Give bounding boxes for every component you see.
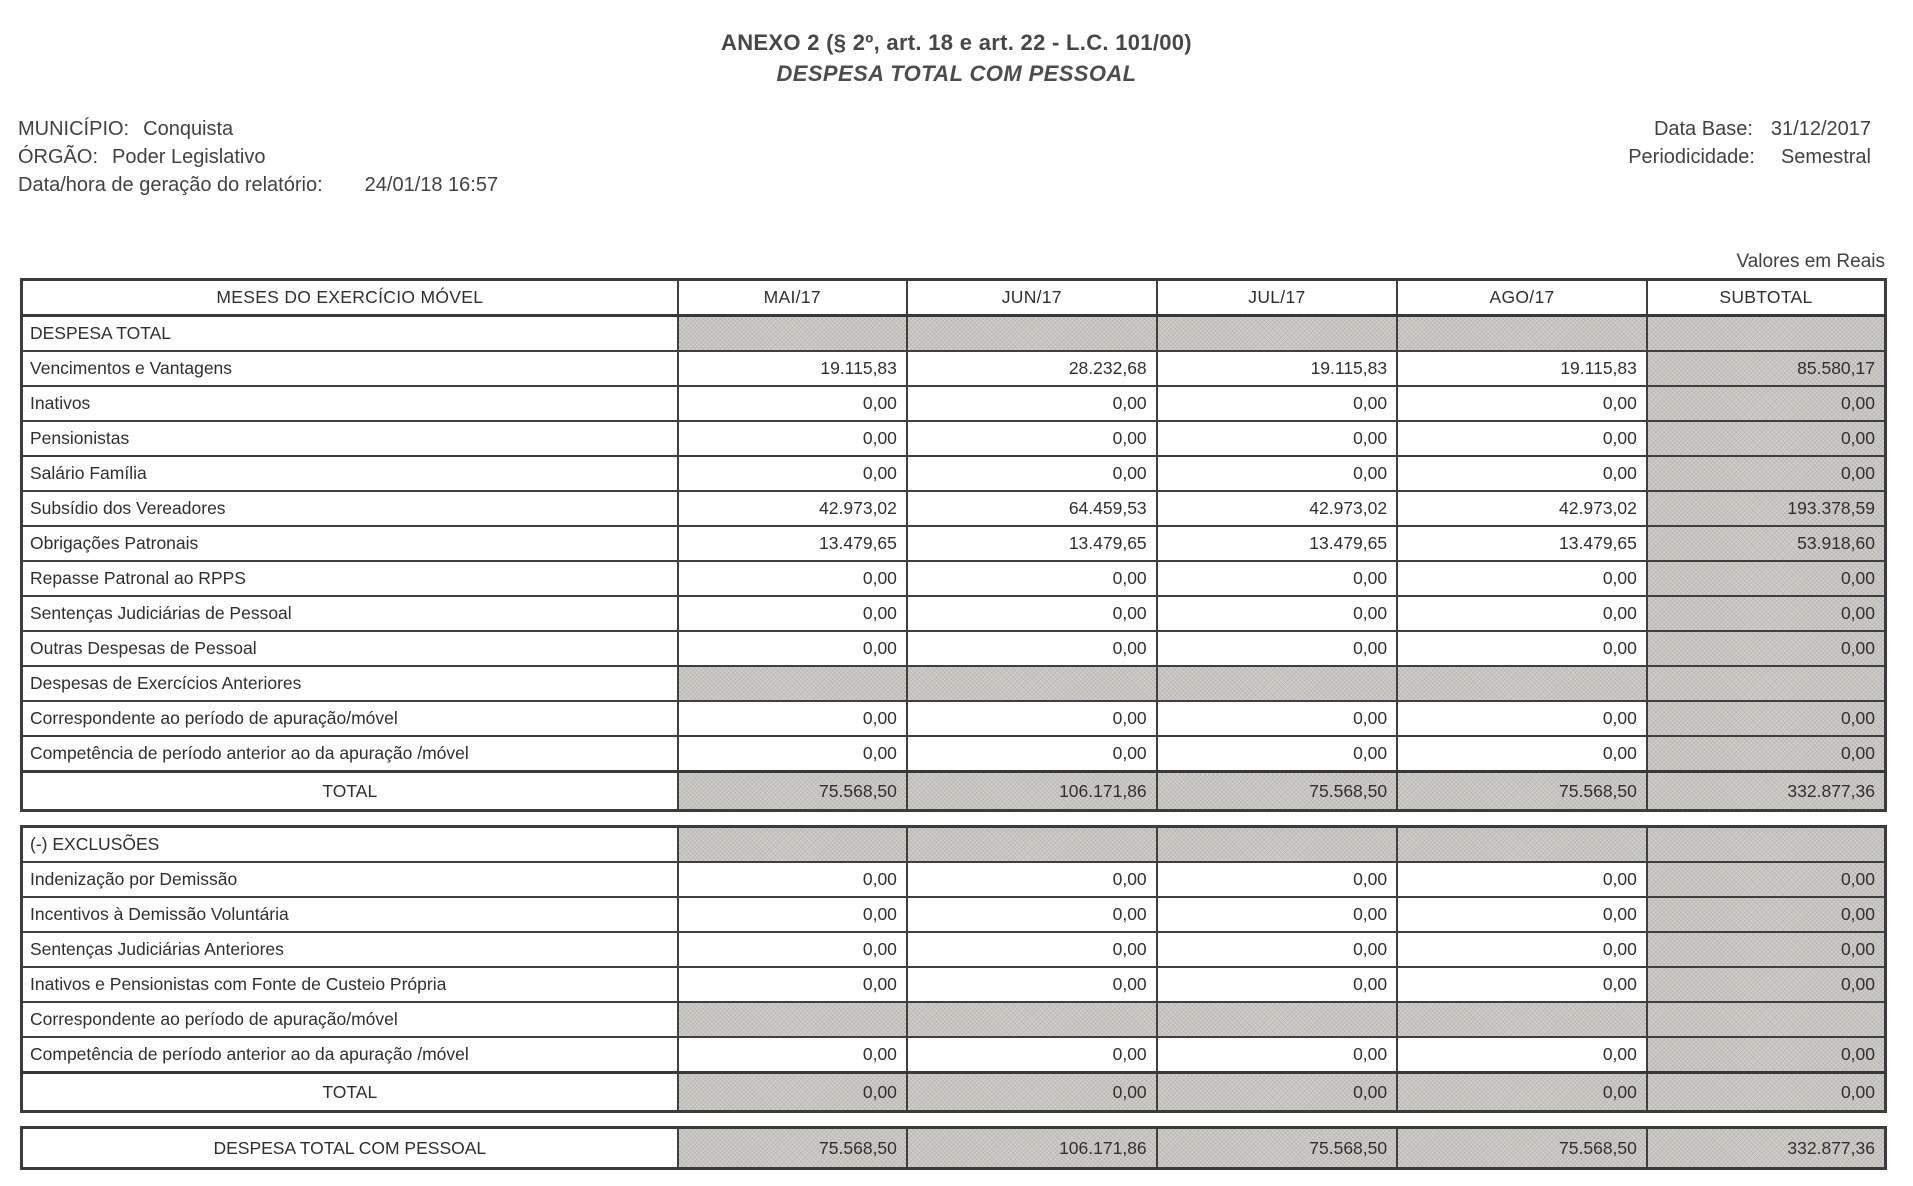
value-cell: 0,00 xyxy=(678,967,907,1002)
value-cell: 0,00 xyxy=(907,631,1157,666)
value-cell: 13.479,65 xyxy=(1157,526,1397,561)
column-header: JUN/17 xyxy=(907,280,1157,316)
table-row xyxy=(22,967,1886,1002)
value-cell: 28.232,68 xyxy=(907,351,1157,386)
value-cell: 75.568,50 xyxy=(1397,772,1647,811)
empty-shaded-cell xyxy=(1157,316,1397,352)
value-cell: 0,00 xyxy=(1157,897,1397,932)
empty-shaded-cell xyxy=(1647,827,1886,863)
value-cell: 0,00 xyxy=(1157,1037,1397,1073)
value-cell: 75.568,50 xyxy=(678,772,907,811)
value-cell: 0,00 xyxy=(1157,701,1397,736)
table-row xyxy=(22,897,1886,932)
geracao-label: Data/hora de geração do relatório: xyxy=(18,174,323,196)
value-cell: 0,00 xyxy=(678,1037,907,1073)
empty-shaded-cell xyxy=(678,827,907,863)
value-cell: 0,00 xyxy=(1647,456,1886,491)
report-info-right xyxy=(1628,115,1871,171)
row-label: Salário Família xyxy=(22,456,678,491)
value-cell: 0,00 xyxy=(907,701,1157,736)
value-cell: 0,00 xyxy=(1397,456,1647,491)
table-row xyxy=(22,862,1886,897)
row-label: Incentivos à Demissão Voluntária xyxy=(22,897,678,932)
table-row xyxy=(22,666,1886,701)
value-cell: 0,00 xyxy=(1647,932,1886,967)
table-row xyxy=(22,1002,1886,1037)
value-cell: 0,00 xyxy=(1157,421,1397,456)
empty-shaded-cell xyxy=(1157,827,1397,863)
value-cell: 0,00 xyxy=(1647,736,1886,772)
empty-shaded-cell xyxy=(1647,1002,1886,1037)
table-row xyxy=(22,1073,1886,1112)
value-cell: 0,00 xyxy=(907,1073,1157,1112)
row-label: Sentenças Judiciárias Anteriores xyxy=(22,932,678,967)
empty-shaded-cell xyxy=(907,666,1157,701)
value-cell: 0,00 xyxy=(1397,897,1647,932)
column-header: JUL/17 xyxy=(1157,280,1397,316)
row-label: DESPESA TOTAL xyxy=(22,316,678,352)
value-cell: 19.115,83 xyxy=(1157,351,1397,386)
table-row xyxy=(22,421,1886,456)
value-cell: 0,00 xyxy=(1397,561,1647,596)
value-cell: 0,00 xyxy=(1647,1073,1886,1112)
municipio-value: Conquista xyxy=(143,118,234,140)
empty-shaded-cell xyxy=(907,1002,1157,1037)
value-cell: 0,00 xyxy=(678,862,907,897)
value-cell: 42.973,02 xyxy=(1397,491,1647,526)
value-cell: 0,00 xyxy=(1647,701,1886,736)
value-cell: 0,00 xyxy=(907,596,1157,631)
column-header: MESES DO EXERCÍCIO MÓVEL xyxy=(22,280,678,316)
value-cell: 75.568,50 xyxy=(1157,772,1397,811)
orgao-line xyxy=(18,143,498,171)
table-row xyxy=(22,491,1886,526)
value-cell: 0,00 xyxy=(1397,386,1647,421)
periodicidade-label: Periodicidade: xyxy=(1628,146,1755,168)
row-label: Indenização por Demissão xyxy=(22,862,678,897)
value-cell: 0,00 xyxy=(1647,631,1886,666)
value-cell: 0,00 xyxy=(907,862,1157,897)
empty-shaded-cell xyxy=(678,666,907,701)
value-cell: 0,00 xyxy=(1157,736,1397,772)
value-cell: 0,00 xyxy=(1157,862,1397,897)
value-cell: 75.568,50 xyxy=(1157,1128,1397,1169)
table-row xyxy=(22,526,1886,561)
table-row xyxy=(22,736,1886,772)
row-label: TOTAL xyxy=(22,1073,678,1112)
value-cell: 0,00 xyxy=(1157,967,1397,1002)
value-cell: 0,00 xyxy=(907,421,1157,456)
geracao-value: 24/01/18 16:57 xyxy=(364,174,499,196)
value-cell: 19.115,83 xyxy=(678,351,907,386)
value-cell: 0,00 xyxy=(1397,596,1647,631)
report-header xyxy=(0,0,1913,87)
periodicidade-line xyxy=(1628,143,1871,171)
empty-shaded-cell xyxy=(1397,1002,1647,1037)
database-value: 31/12/2017 xyxy=(1770,118,1871,140)
value-cell: 0,00 xyxy=(1397,967,1647,1002)
row-label: Competência de período anterior ao da apuração /móvel xyxy=(22,736,678,772)
value-cell: 0,00 xyxy=(1397,1037,1647,1073)
empty-shaded-cell xyxy=(907,827,1157,863)
table-row xyxy=(22,456,1886,491)
row-label: Vencimentos e Vantagens xyxy=(22,351,678,386)
value-cell: 0,00 xyxy=(678,897,907,932)
value-cell: 193.378,59 xyxy=(1647,491,1886,526)
value-cell: 13.479,65 xyxy=(907,526,1157,561)
empty-shaded-cell xyxy=(907,316,1157,352)
report-info xyxy=(0,115,1913,205)
empty-shaded-cell xyxy=(1397,316,1647,352)
database-label: Data Base: xyxy=(1653,118,1753,140)
header-row xyxy=(22,280,1886,316)
value-cell: 0,00 xyxy=(678,421,907,456)
value-cell: 0,00 xyxy=(1157,596,1397,631)
row-label: Repasse Patronal ao RPPS xyxy=(22,561,678,596)
row-label: Correspondente ao período de apuração/móvel xyxy=(22,701,678,736)
row-label: Correspondente ao período de apuração/móvel xyxy=(22,1002,678,1037)
value-cell: 0,00 xyxy=(1397,1073,1647,1112)
value-cell: 0,00 xyxy=(907,386,1157,421)
value-cell: 0,00 xyxy=(678,701,907,736)
row-label: Outras Despesas de Pessoal xyxy=(22,631,678,666)
value-cell: 106.171,86 xyxy=(907,1128,1157,1169)
value-cell: 106.171,86 xyxy=(907,772,1157,811)
column-header: AGO/17 xyxy=(1397,280,1647,316)
value-cell: 0,00 xyxy=(1647,386,1886,421)
value-cell: 0,00 xyxy=(1397,701,1647,736)
empty-shaded-cell xyxy=(1157,1002,1397,1037)
value-cell: 0,00 xyxy=(907,1037,1157,1073)
row-label: Despesas de Exercícios Anteriores xyxy=(22,666,678,701)
value-cell: 0,00 xyxy=(907,897,1157,932)
periodicidade-value: Semestral xyxy=(1780,146,1871,168)
value-cell: 0,00 xyxy=(1647,561,1886,596)
table-row xyxy=(22,772,1886,811)
value-cell: 0,00 xyxy=(1647,897,1886,932)
expense-table xyxy=(20,278,1887,1170)
empty-shaded-cell xyxy=(1647,316,1886,352)
table-row xyxy=(22,1037,1886,1073)
value-cell: 0,00 xyxy=(678,596,907,631)
value-cell: 0,00 xyxy=(1157,386,1397,421)
value-cell: 13.479,65 xyxy=(1397,526,1647,561)
value-cell: 64.459,53 xyxy=(907,491,1157,526)
database-line xyxy=(1628,115,1871,143)
value-cell: 85.580,17 xyxy=(1647,351,1886,386)
value-cell: 0,00 xyxy=(1157,932,1397,967)
row-label: Sentenças Judiciárias de Pessoal xyxy=(22,596,678,631)
value-cell: 0,00 xyxy=(1397,932,1647,967)
table-row xyxy=(22,386,1886,421)
value-cell: 0,00 xyxy=(907,967,1157,1002)
geracao-line xyxy=(18,171,498,199)
column-header: SUBTOTAL xyxy=(1647,280,1886,316)
municipio-line xyxy=(18,115,498,143)
table-row xyxy=(22,932,1886,967)
row-label: Obrigações Patronais xyxy=(22,526,678,561)
orgao-label: ÓRGÃO: xyxy=(18,146,99,168)
value-cell: 75.568,50 xyxy=(678,1128,907,1169)
row-label: Inativos e Pensionistas com Fonte de Custeio Própria xyxy=(22,967,678,1002)
value-cell: 0,00 xyxy=(1397,421,1647,456)
row-label: Inativos xyxy=(22,386,678,421)
table-section-exclusoes xyxy=(20,825,1887,1113)
value-cell: 0,00 xyxy=(1647,967,1886,1002)
table-row xyxy=(22,827,1886,863)
value-cell: 0,00 xyxy=(1157,456,1397,491)
value-cell: 0,00 xyxy=(1157,631,1397,666)
value-cell: 0,00 xyxy=(907,456,1157,491)
value-cell: 0,00 xyxy=(678,1073,907,1112)
value-cell: 332.877,36 xyxy=(1647,1128,1886,1169)
value-cell: 0,00 xyxy=(678,456,907,491)
value-cell: 19.115,83 xyxy=(1397,351,1647,386)
value-cell: 0,00 xyxy=(1647,596,1886,631)
value-cell: 0,00 xyxy=(678,561,907,596)
value-cell: 0,00 xyxy=(907,736,1157,772)
empty-shaded-cell xyxy=(1157,666,1397,701)
value-cell: 0,00 xyxy=(1397,862,1647,897)
empty-shaded-cell xyxy=(1647,666,1886,701)
report-info-left xyxy=(18,115,498,199)
table-row xyxy=(22,1128,1886,1169)
value-cell: 0,00 xyxy=(678,932,907,967)
empty-shaded-cell xyxy=(678,316,907,352)
table-row xyxy=(22,316,1886,352)
value-cell: 0,00 xyxy=(1647,421,1886,456)
value-cell: 0,00 xyxy=(1647,1037,1886,1073)
value-cell: 0,00 xyxy=(678,386,907,421)
row-label: DESPESA TOTAL COM PESSOAL xyxy=(22,1128,678,1169)
value-cell: 0,00 xyxy=(1157,1073,1397,1112)
value-cell: 0,00 xyxy=(678,736,907,772)
value-cell: 332.877,36 xyxy=(1647,772,1886,811)
value-cell: 42.973,02 xyxy=(678,491,907,526)
row-label: (-) EXCLUSÕES xyxy=(22,827,678,863)
value-cell: 0,00 xyxy=(1157,561,1397,596)
table-row xyxy=(22,701,1886,736)
empty-shaded-cell xyxy=(1397,827,1647,863)
empty-shaded-cell xyxy=(678,1002,907,1037)
row-label: TOTAL xyxy=(22,772,678,811)
page-subtitle: DESPESA TOTAL COM PESSOAL xyxy=(776,61,1137,86)
row-label: Competência de período anterior ao da apuração /móvel xyxy=(22,1037,678,1073)
value-cell: 0,00 xyxy=(907,561,1157,596)
table-section-grand-total xyxy=(20,1126,1887,1170)
row-label: Pensionistas xyxy=(22,421,678,456)
value-cell: 75.568,50 xyxy=(1397,1128,1647,1169)
row-label: Subsídio dos Vereadores xyxy=(22,491,678,526)
value-cell: 53.918,60 xyxy=(1647,526,1886,561)
table-row xyxy=(22,351,1886,386)
currency-note: Valores em Reais xyxy=(1736,251,1885,272)
orgao-value: Poder Legislativo xyxy=(112,146,266,168)
table-section-despesa xyxy=(20,278,1887,812)
column-header: MAI/17 xyxy=(678,280,907,316)
value-cell: 0,00 xyxy=(1647,862,1886,897)
table-row xyxy=(22,561,1886,596)
value-cell: 0,00 xyxy=(907,932,1157,967)
table-row xyxy=(22,596,1886,631)
value-cell: 0,00 xyxy=(1397,631,1647,666)
empty-shaded-cell xyxy=(1397,666,1647,701)
table-row xyxy=(22,631,1886,666)
municipio-label: MUNICÍPIO: xyxy=(18,118,130,140)
value-cell: 42.973,02 xyxy=(1157,491,1397,526)
value-cell: 0,00 xyxy=(1397,736,1647,772)
value-cell: 0,00 xyxy=(678,631,907,666)
value-cell: 13.479,65 xyxy=(678,526,907,561)
page-title: ANEXO 2 (§ 2º, art. 18 e art. 22 - L.C. 101/00) xyxy=(721,30,1192,55)
